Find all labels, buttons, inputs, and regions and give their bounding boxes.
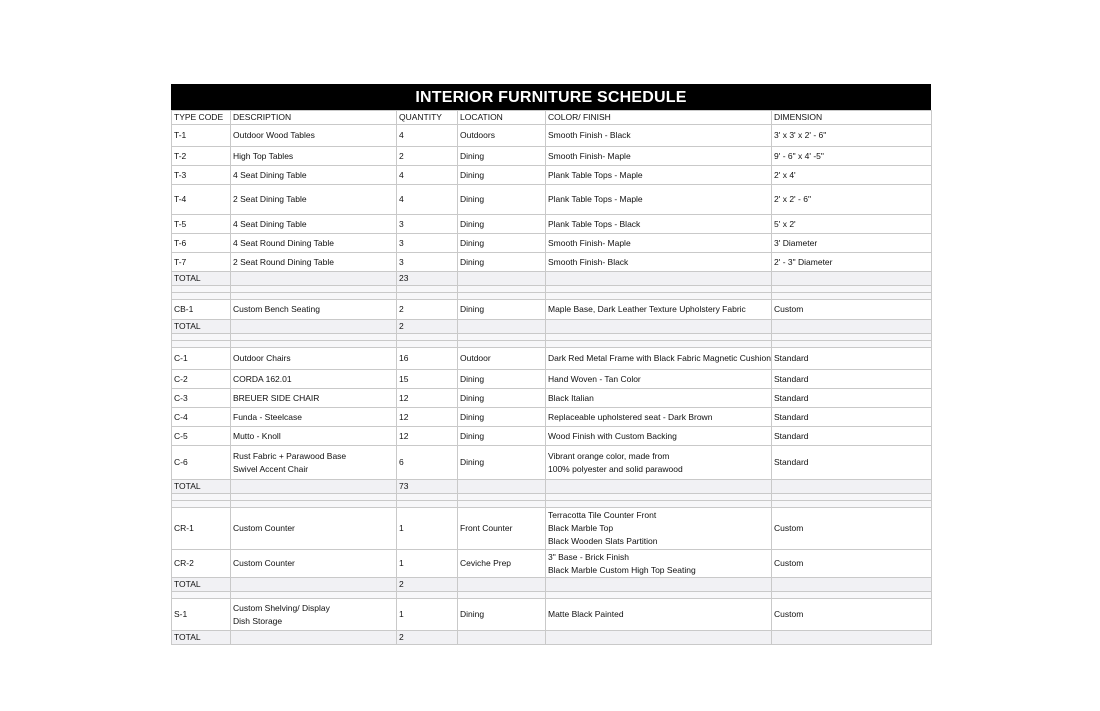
finish-line: Vibrant orange color, made from [548, 450, 670, 461]
location-cell: Dining [458, 253, 546, 272]
dimension-cell: Custom [772, 300, 932, 320]
finish-cell: Wood Finish with Custom Backing [546, 427, 772, 446]
finish-cell: Replaceable upholstered seat - Dark Brown [546, 408, 772, 427]
spacer-row [172, 341, 932, 348]
quantity-cell: 2 [397, 147, 458, 166]
location-cell: Dining [458, 599, 546, 631]
description-line: Rust Fabric + Parawood Base [233, 450, 347, 461]
table-row [172, 300, 932, 320]
description-line: Custom Shelving/ Display [233, 602, 330, 613]
quantity-cell: 6 [397, 446, 458, 480]
header-description: DESCRIPTION [231, 111, 397, 125]
description-line: Swivel Accent Chair [233, 463, 309, 474]
table-row [172, 215, 932, 234]
table-row [172, 166, 932, 185]
schedule-title: INTERIOR FURNITURE SCHEDULE [171, 84, 931, 110]
dimension-cell: Standard [772, 427, 932, 446]
dimension-cell: 5' x 2' [772, 215, 932, 234]
location-cell: Dining [458, 234, 546, 253]
description-cell: Custom Bench Seating [231, 300, 397, 320]
spacer-row [172, 592, 932, 599]
total-quantity: 23 [397, 272, 458, 286]
total-label: TOTAL [172, 578, 231, 592]
quantity-cell: 1 [397, 599, 458, 631]
dimension-cell: 9' - 6" x 4' -5" [772, 147, 932, 166]
finish-cell: Smooth Finish- Maple [546, 147, 772, 166]
quantity-cell: 4 [397, 125, 458, 147]
description-cell: Outdoor Wood Tables [231, 125, 397, 147]
finish-cell: Plank Table Tops - Maple [546, 185, 772, 215]
total-label: TOTAL [172, 480, 231, 494]
total-label: TOTAL [172, 272, 231, 286]
location-cell: Dining [458, 389, 546, 408]
location-cell: Dining [458, 166, 546, 185]
quantity-cell: 3 [397, 215, 458, 234]
finish-cell: Black Italian [546, 389, 772, 408]
dimension-cell: 2' x 4' [772, 166, 932, 185]
location-cell: Outdoor [458, 348, 546, 370]
quantity-cell: 1 [397, 550, 458, 578]
type-code-cell: C-6 [172, 446, 231, 480]
description-cell: Outdoor Chairs [231, 348, 397, 370]
type-code-cell: CB-1 [172, 300, 231, 320]
location-cell: Dining [458, 446, 546, 480]
location-cell: Dining [458, 408, 546, 427]
table-row [172, 348, 932, 370]
table-row [172, 253, 932, 272]
location-cell: Dining [458, 147, 546, 166]
finish-line: 3" Base - Brick Finish [548, 551, 629, 562]
type-code-cell: CR-1 [172, 508, 231, 550]
dimension-cell: Custom [772, 550, 932, 578]
description-cell: 4 Seat Round Dining Table [231, 234, 397, 253]
quantity-cell: 1 [397, 508, 458, 550]
finish-cell: Plank Table Tops - Black [546, 215, 772, 234]
header-quantity: QUANTITY [397, 111, 458, 125]
quantity-cell: 4 [397, 185, 458, 215]
description-cell: 4 Seat Dining Table [231, 166, 397, 185]
total-row [172, 272, 932, 286]
table-row [172, 446, 932, 480]
spacer-row [172, 293, 932, 300]
quantity-cell: 3 [397, 253, 458, 272]
dimension-cell: Standard [772, 446, 932, 480]
dimension-cell: 2' x 2' - 6" [772, 185, 932, 215]
type-code-cell: C-4 [172, 408, 231, 427]
type-code-cell: T-2 [172, 147, 231, 166]
finish-line: Black Marble Custom High Top Seating [548, 564, 696, 575]
location-cell: Dining [458, 185, 546, 215]
description-cell: 2 Seat Round Dining Table [231, 253, 397, 272]
description-line: Dish Storage [233, 615, 283, 626]
total-quantity: 2 [397, 578, 458, 592]
dimension-cell: 3' x 3' x 2' - 6" [772, 125, 932, 147]
type-code-cell: S-1 [172, 599, 231, 631]
type-code-cell: T-5 [172, 215, 231, 234]
spacer-row [172, 334, 932, 341]
dimension-cell: Standard [772, 389, 932, 408]
header-type-code: TYPE CODE [172, 111, 231, 125]
finish-cell: Smooth Finish - Black [546, 125, 772, 147]
table-row [172, 427, 932, 446]
schedule-table [171, 110, 932, 645]
location-cell: Dining [458, 215, 546, 234]
dimension-cell: Custom [772, 508, 932, 550]
table-row [172, 147, 932, 166]
finish-cell [546, 550, 772, 578]
description-cell: 2 Seat Dining Table [231, 185, 397, 215]
table-row [172, 370, 932, 389]
table-row [172, 125, 932, 147]
description-cell: High Top Tables [231, 147, 397, 166]
quantity-cell: 2 [397, 300, 458, 320]
total-label: TOTAL [172, 320, 231, 334]
finish-line: Terracotta Tile Counter Front [548, 510, 657, 520]
description-cell [231, 446, 397, 480]
dimension-cell: 3' Diameter [772, 234, 932, 253]
finish-cell: Hand Woven - Tan Color [546, 370, 772, 389]
location-cell: Dining [458, 300, 546, 320]
quantity-cell: 12 [397, 389, 458, 408]
finish-cell: Matte Black Painted [546, 599, 772, 631]
location-cell: Dining [458, 370, 546, 389]
type-code-cell: C-5 [172, 427, 231, 446]
finish-line: 100% polyester and solid parawood [548, 463, 683, 474]
finish-line: Black Wooden Slats Partition [548, 536, 658, 546]
total-row [172, 578, 932, 592]
quantity-cell: 4 [397, 166, 458, 185]
type-code-cell: C-2 [172, 370, 231, 389]
finish-line: Black Marble Top [548, 523, 614, 533]
type-code-cell: T-6 [172, 234, 231, 253]
finish-cell [546, 446, 772, 480]
spacer-row [172, 286, 932, 293]
finish-cell: Smooth Finish- Maple [546, 234, 772, 253]
total-quantity: 73 [397, 480, 458, 494]
header-dimension: DIMENSION [772, 111, 932, 125]
table-row [172, 599, 932, 631]
description-cell: Mutto - Knoll [231, 427, 397, 446]
type-code-cell: T-3 [172, 166, 231, 185]
finish-cell: Dark Red Metal Frame with Black Fabric Magnetic Cushion [546, 348, 772, 370]
table-row [172, 234, 932, 253]
description-cell: 4 Seat Dining Table [231, 215, 397, 234]
quantity-cell: 16 [397, 348, 458, 370]
type-code-cell: T-4 [172, 185, 231, 215]
description-cell: Funda - Steelcase [231, 408, 397, 427]
total-row [172, 320, 932, 334]
table-row [172, 550, 932, 578]
type-code-cell: CR-2 [172, 550, 231, 578]
description-cell: CORDA 162.01 [231, 370, 397, 389]
dimension-cell: Standard [772, 408, 932, 427]
quantity-cell: 12 [397, 408, 458, 427]
type-code-cell: C-1 [172, 348, 231, 370]
type-code-cell: C-3 [172, 389, 231, 408]
total-row [172, 631, 932, 645]
finish-cell: Smooth Finish- Black [546, 253, 772, 272]
spacer-row [172, 501, 932, 508]
furniture-schedule-sheet [171, 84, 931, 645]
quantity-cell: 15 [397, 370, 458, 389]
total-label: TOTAL [172, 631, 231, 645]
table-row [172, 389, 932, 408]
header-row [172, 111, 932, 125]
description-cell: Custom Counter [231, 550, 397, 578]
table-row [172, 185, 932, 215]
total-quantity: 2 [397, 631, 458, 645]
quantity-cell: 12 [397, 427, 458, 446]
dimension-cell: Custom [772, 599, 932, 631]
location-cell: Dining [458, 427, 546, 446]
location-cell: Ceviche Prep [458, 550, 546, 578]
dimension-cell: 2' - 3" Diameter [772, 253, 932, 272]
quantity-cell: 3 [397, 234, 458, 253]
spacer-row [172, 494, 932, 501]
dimension-cell: Standard [772, 370, 932, 389]
total-quantity: 2 [397, 320, 458, 334]
header-location: LOCATION [458, 111, 546, 125]
header-color-finish: COLOR/ FINISH [546, 111, 772, 125]
total-row [172, 480, 932, 494]
finish-cell: Plank Table Tops - Maple [546, 166, 772, 185]
location-cell: Front Counter [458, 508, 546, 550]
description-cell: Custom Counter [231, 508, 397, 550]
description-cell [231, 599, 397, 631]
finish-cell: Maple Base, Dark Leather Texture Upholstery Fabric [546, 300, 772, 320]
description-cell: BREUER SIDE CHAIR [231, 389, 397, 408]
table-row [172, 408, 932, 427]
type-code-cell: T-7 [172, 253, 231, 272]
table-row [172, 508, 932, 550]
finish-cell [546, 508, 772, 550]
type-code-cell: T-1 [172, 125, 231, 147]
location-cell: Outdoors [458, 125, 546, 147]
dimension-cell: Standard [772, 348, 932, 370]
